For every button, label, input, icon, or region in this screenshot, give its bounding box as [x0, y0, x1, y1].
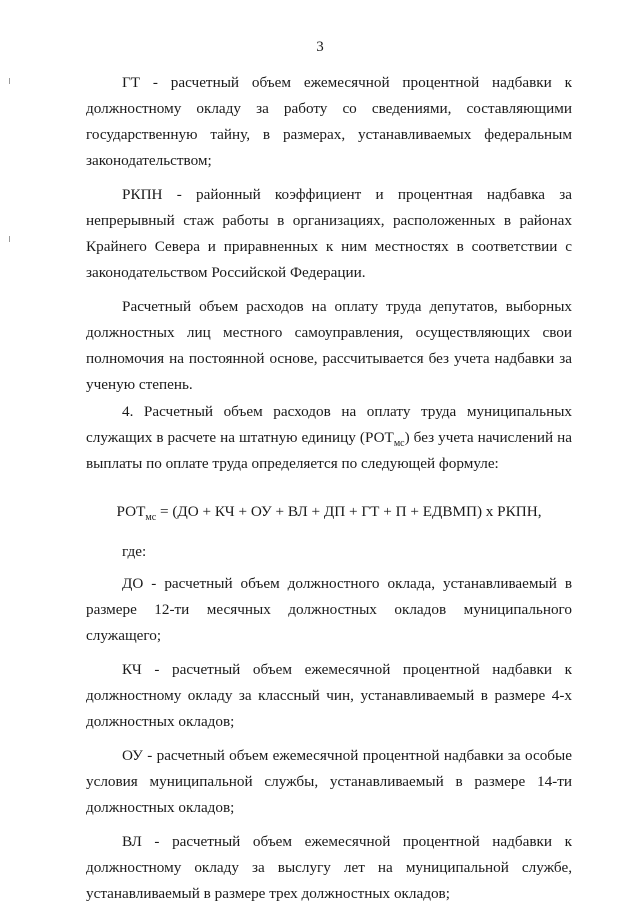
formula-rhs: = (ДО + КЧ + ОУ + ВЛ + ДП + ГТ + П + ЕДВМП) х РКПН,: [156, 503, 542, 520]
where-label: где:: [122, 543, 147, 560]
item-4-text-end: ) без учета начислений на выплаты по оплате труда определяется по следующей формуле:: [86, 429, 573, 472]
paragraph-do: ДО - расчетный объем должностного оклада, устанавливаемый в размере 12-ти месячных должностных окладов муниципального служащего;: [86, 575, 572, 644]
paragraph-vl: ВЛ - расчетный объем ежемесячной процентной надбавки к должностному окладу за выслугу лет на муниципальной службе, устанавливаемый в размере трех должностных окладов;: [86, 833, 572, 902]
paragraph-ou: ОУ - расчетный объем ежемесячной процентной надбавки за особые условия муниципальной службы, устанавливаемый в размере 14-ти должностных окладов;: [86, 747, 572, 816]
paragraph-gt: ГТ - расчетный объем ежемесячной процентной надбавки к должностному окладу за работу со сведениями, составляющими государственную тайну, в размерах, устанавливаемых федеральным законодательством;: [86, 74, 572, 169]
paragraph-deputies: Расчетный объем расходов на оплату труда депутатов, выборных должностных лиц местного самоуправления, осуществляющих свои полномочия на постоянной основе, рассчитывается без учета надбавки за ученую степень.: [86, 298, 572, 393]
margin-mark: [9, 236, 10, 242]
page-number: 3: [316, 39, 324, 55]
paragraph-rkpn: РКПН - районный коэффициент и процентная надбавка за непрерывный стаж работы в организациях, расположенных в районах Крайнего Севера и приравненных к ним местностях в соответствии с законодательством Российской Федерации.: [86, 186, 572, 281]
formula-lhs: РОТ: [116, 503, 146, 520]
paragraph-item-4: [86, 399, 572, 477]
formula-lhs-subscript: мс: [145, 512, 157, 524]
margin-mark: [9, 78, 10, 84]
paragraph-kch: КЧ - расчетный объем ежемесячной процентной надбавки к должностному окладу за классный чин, устанавливаемый в размере 4-х должностных окладов;: [86, 661, 572, 730]
item-4-text-start: 4. Расчетный объем расходов на оплату труда муниципальных служащих в расчете на штатную единицу (РОТ: [86, 403, 572, 446]
formula: [86, 499, 572, 525]
document-body: [86, 70, 572, 915]
item-4-subscript: мс: [393, 438, 405, 450]
